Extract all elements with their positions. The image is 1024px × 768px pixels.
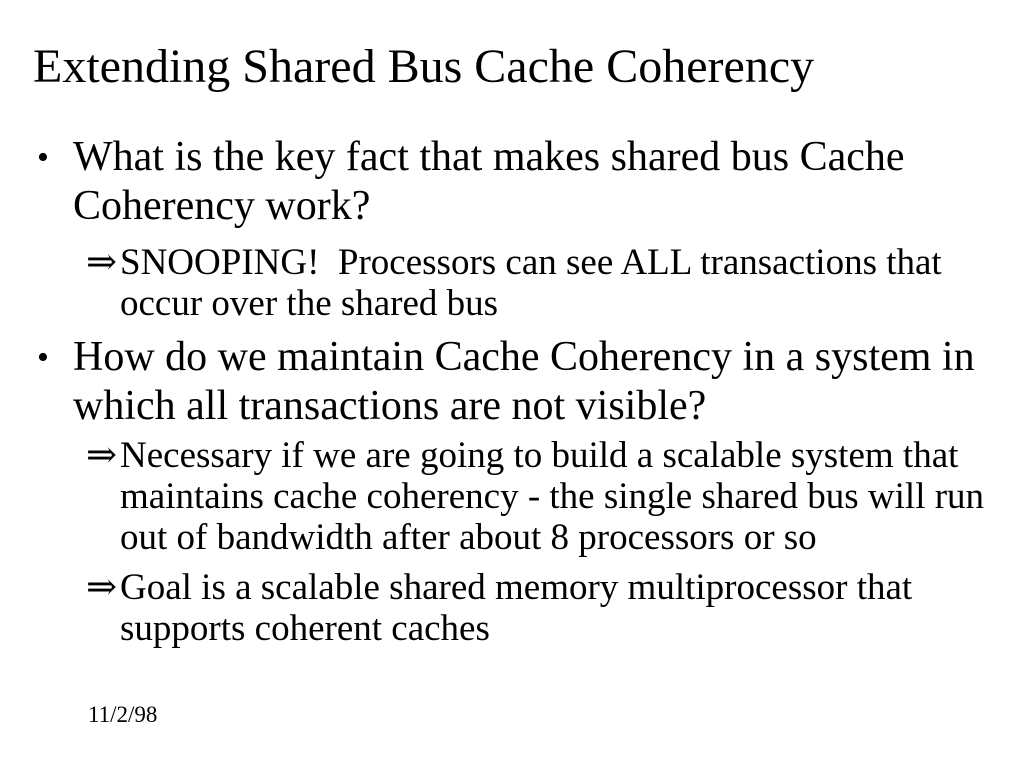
sub-bullet-text-line: out of bandwidth after about 8 processors or so — [120, 517, 817, 558]
sub-bullet-item — [0, 567, 1024, 649]
sub-bullet-text-line: Necessary if we are going to build a scalable system that — [120, 435, 959, 476]
sub-bullet-item — [0, 435, 1024, 558]
bullet-item — [0, 333, 1024, 431]
slide-date: 11/2/98 — [88, 702, 158, 727]
sub-bullet-item — [0, 242, 1024, 324]
sub-bullet-text-line: Goal is a scalable shared memory multiprocessor that — [120, 567, 913, 608]
page-title: Extending Shared Bus Cache Coherency — [33, 40, 815, 93]
bullet-text-line: What is the key fact that makes shared bus Cache — [73, 134, 905, 180]
arrow-icon: ⇒ — [86, 567, 118, 608]
sub-bullet-text-line: maintains cache coherency - the single shared bus will run — [120, 476, 985, 517]
bullet-text-line: which all transactions are not visible? — [73, 383, 707, 429]
sub-bullet-text-line: occur over the shared bus — [120, 283, 499, 324]
sub-bullet-text-line: SNOOPING! Processors can see ALL transactions that — [120, 242, 942, 283]
arrow-icon: ⇒ — [86, 242, 118, 283]
arrow-icon: ⇒ — [86, 435, 118, 476]
bullet-icon: • — [37, 339, 49, 376]
bullet-text-line: Coherency work? — [73, 183, 371, 229]
bullet-icon: • — [37, 139, 49, 176]
bullet-item — [0, 133, 1024, 231]
sub-bullet-text-line: supports coherent caches — [120, 608, 490, 649]
bullet-text-line: How do we maintain Cache Coherency in a system in — [73, 334, 975, 380]
